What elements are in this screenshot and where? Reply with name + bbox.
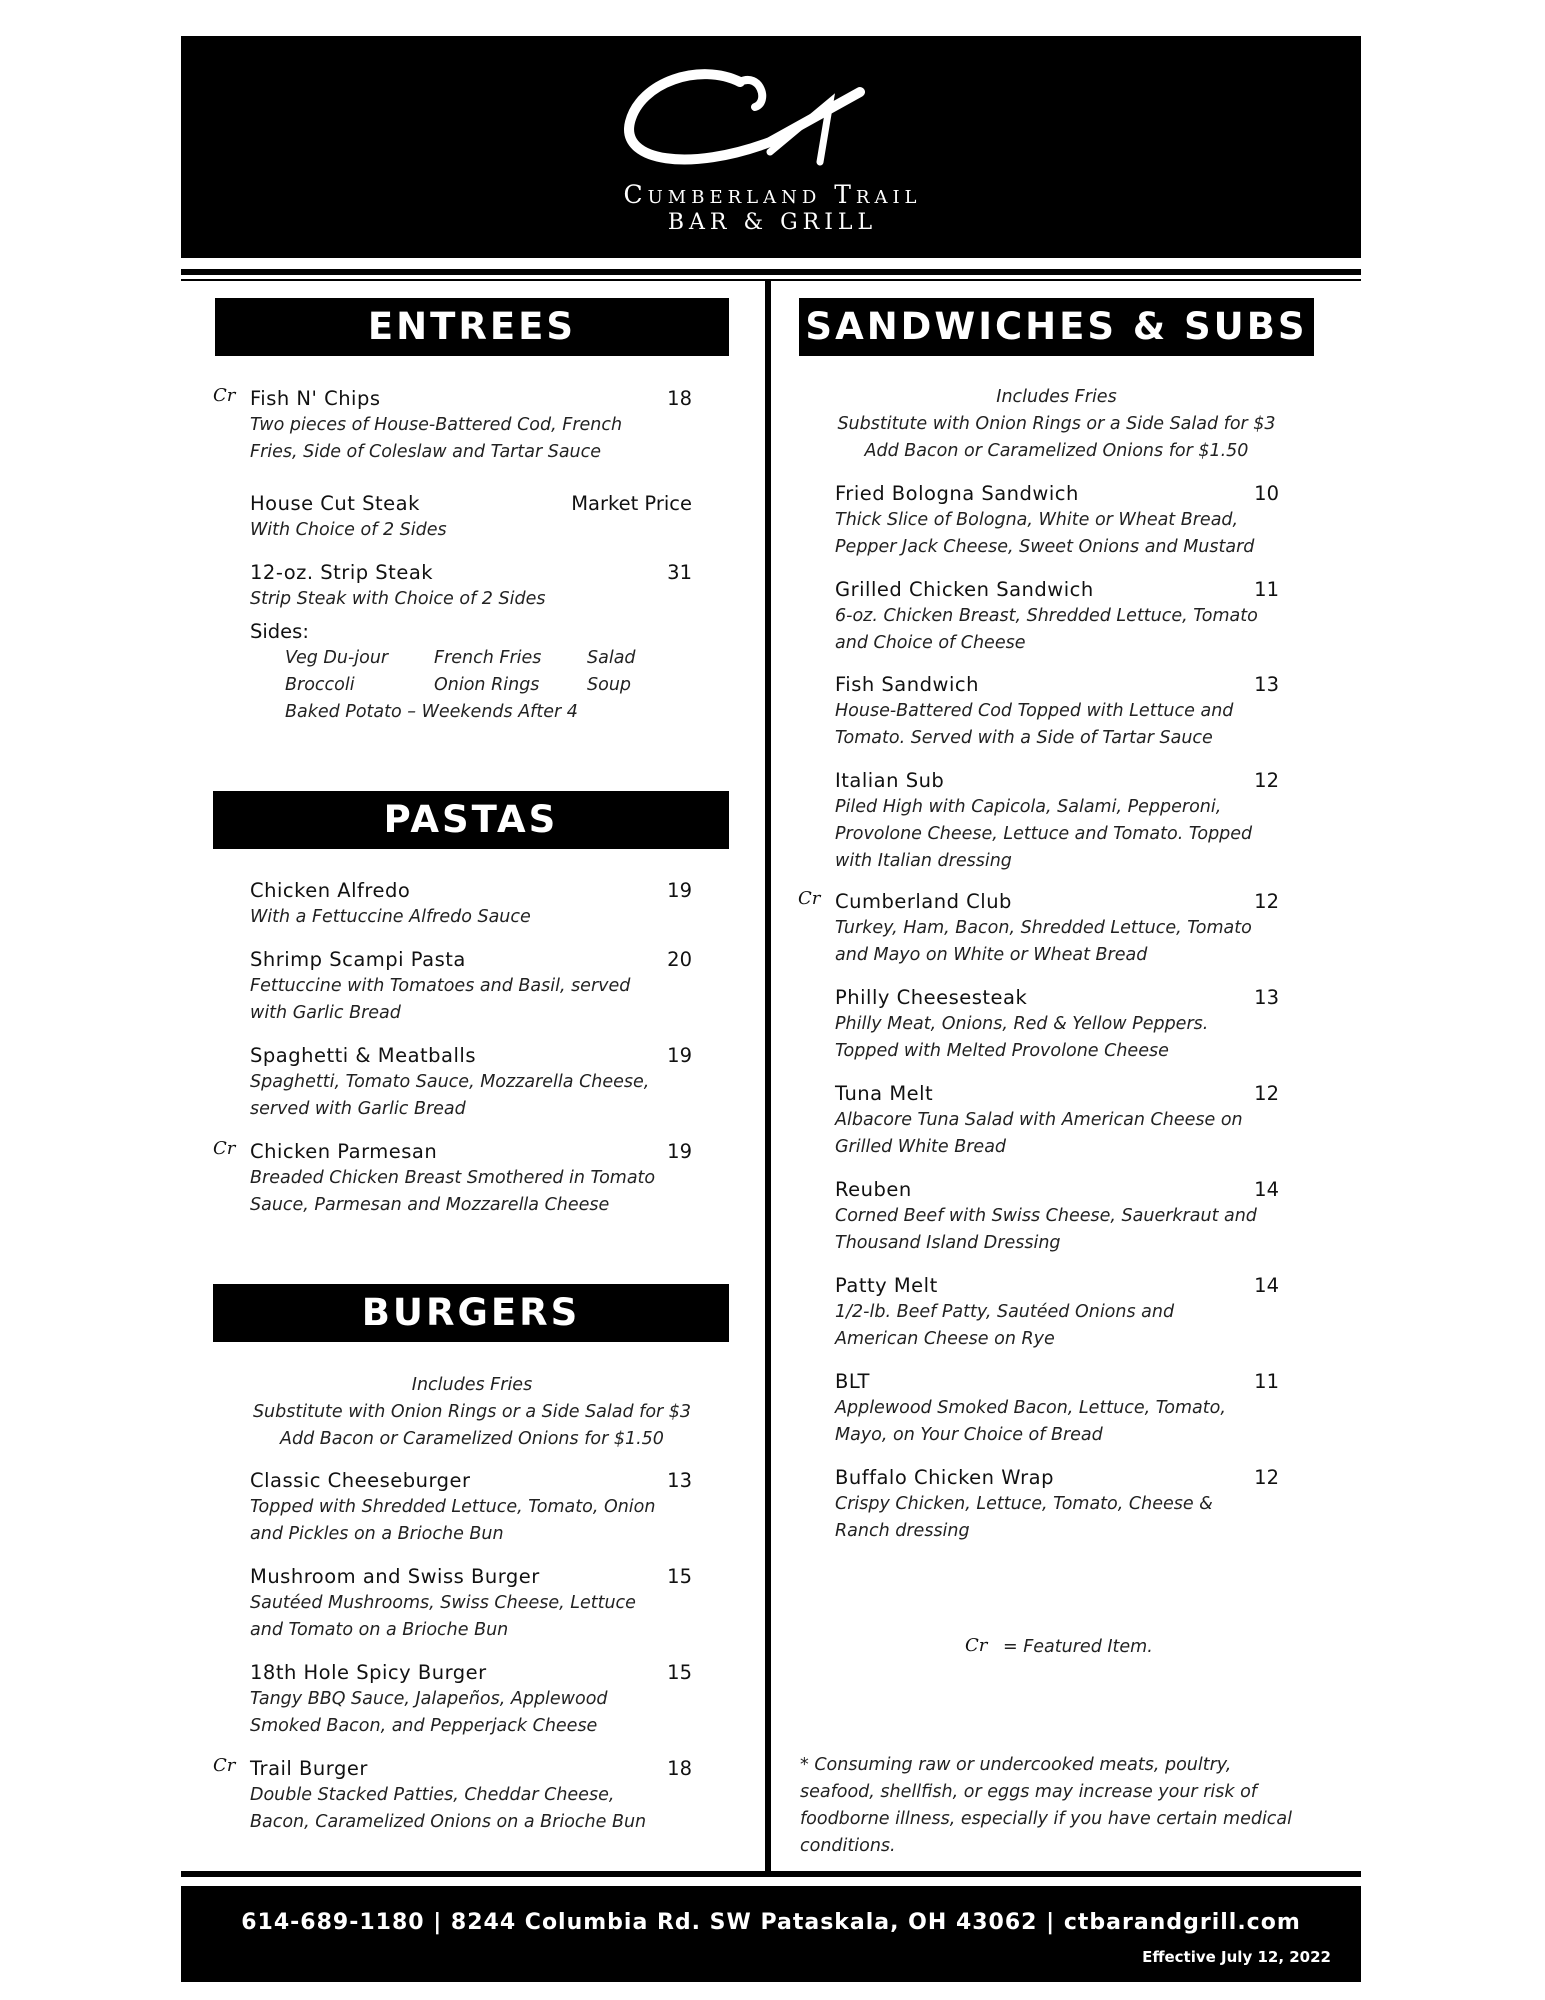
- item-name: Trail Burger: [250, 1757, 368, 1780]
- item-description: Turkey, Ham, Bacon, Shredded Lettuce, Tomato and Mayo on White or Wheat Bread: [835, 918, 1252, 965]
- menu-item: [835, 671, 1279, 752]
- item-name: Shrimp Scampi Pasta: [250, 948, 466, 971]
- item-name: Tuna Melt: [835, 1082, 934, 1105]
- item-name: House Cut Steak: [250, 492, 420, 515]
- item-description: Crispy Chicken, Lettuce, Tomato, Cheese & Ranch dressing: [835, 1494, 1213, 1541]
- item-description: Breaded Chicken Breast Smothered in Tomato Sauce, Parmesan and Mozzarella Cheese: [250, 1168, 656, 1215]
- menu-item: [835, 984, 1279, 1065]
- side-item: Broccoli: [285, 675, 355, 695]
- sides-label: Sides:: [250, 620, 309, 643]
- item-price: 18: [667, 1757, 692, 1780]
- item-name: Cumberland Club: [835, 890, 1012, 913]
- item-description: Fettuccine with Tomatoes and Basil, served with Garlic Bread: [250, 976, 631, 1023]
- item-price: Market Price: [571, 492, 692, 515]
- menu-item: [250, 1755, 692, 1836]
- section-pastas: PASTAS: [213, 791, 729, 849]
- footer-banner: [181, 1886, 1361, 1982]
- item-name: Fish Sandwich: [835, 673, 979, 696]
- menu-item: [250, 1659, 692, 1740]
- section-sandwiches: SANDWICHES & SUBS: [799, 298, 1314, 356]
- side-item: Onion Rings: [434, 675, 540, 695]
- item-description: 6-oz. Chicken Breast, Shredded Lettuce, Tomato and Choice of Cheese: [835, 606, 1258, 653]
- featured-mark-icon: Cr: [965, 1635, 988, 1656]
- menu-item: [250, 1042, 692, 1123]
- side-item: Baked Potato – Weekends After 4: [285, 702, 578, 722]
- item-price: 15: [667, 1565, 692, 1588]
- item-description: With Choice of 2 Sides: [250, 520, 447, 540]
- item-name: Chicken Alfredo: [250, 879, 411, 902]
- item-price: 13: [1254, 986, 1279, 1009]
- side-item: Soup: [587, 675, 632, 695]
- menu-item: [835, 1368, 1279, 1449]
- menu-item: [835, 1464, 1279, 1545]
- item-description: With a Fettuccine Alfredo Sauce: [250, 907, 531, 927]
- featured-mark-icon: Cr: [213, 385, 236, 406]
- item-name: Fish N' Chips: [250, 387, 381, 410]
- side-item: Veg Du-jour: [285, 648, 389, 668]
- item-description: Piled High with Capicola, Salami, Pepperoni, Provolone Cheese, Lettuce and Tomato. Topped with Italian dressing: [835, 797, 1253, 871]
- item-name: Philly Cheesesteak: [835, 986, 1028, 1009]
- item-price: 18: [667, 387, 692, 410]
- item-price: 12: [1254, 769, 1279, 792]
- item-name: Italian Sub: [835, 769, 945, 792]
- menu-item: [835, 576, 1279, 657]
- sandwiches-note: Add Bacon or Caramelized Onions for $1.50: [864, 441, 1249, 461]
- menu-item: [250, 490, 692, 544]
- item-name: Mushroom and Swiss Burger: [250, 1565, 540, 1588]
- menu-item: [250, 559, 692, 613]
- burgers-note: Add Bacon or Caramelized Onions for $1.50: [280, 1429, 664, 1449]
- item-price: 19: [667, 1044, 692, 1067]
- item-description: Corned Beef with Swiss Cheese, Sauerkraut and Thousand Island Dressing: [835, 1206, 1257, 1253]
- item-description: Sautéed Mushrooms, Swiss Cheese, Lettuce and Tomato on a Brioche Bun: [250, 1593, 636, 1640]
- brand-subtitle: BAR & GRILL: [667, 210, 878, 235]
- item-description: Strip Steak with Choice of 2 Sides: [250, 589, 546, 609]
- item-price: 11: [1254, 1370, 1279, 1393]
- item-price: 11: [1254, 578, 1279, 601]
- side-item: French Fries: [434, 648, 542, 668]
- item-name: Buffalo Chicken Wrap: [835, 1466, 1054, 1489]
- divider-bottom: [181, 1871, 1361, 1877]
- item-description: Tangy BBQ Sauce, Jalapeños, Applewood Smoked Bacon, and Pepperjack Cheese: [250, 1689, 608, 1736]
- item-name: 12-oz. Strip Steak: [250, 561, 434, 584]
- menu-item: [835, 888, 1279, 969]
- menu-item: [250, 1138, 692, 1219]
- item-price: 14: [1254, 1178, 1279, 1201]
- item-description: House-Battered Cod Topped with Lettuce and Tomato. Served with a Side of Tartar Sauce: [835, 701, 1234, 748]
- sandwiches-note: Includes Fries: [996, 387, 1117, 407]
- menu-item: [250, 385, 692, 466]
- item-price: 19: [667, 1140, 692, 1163]
- menu-item: [835, 1176, 1279, 1257]
- item-price: 12: [1254, 1466, 1279, 1489]
- item-name: Fried Bologna Sandwich: [835, 482, 1079, 505]
- item-price: 20: [667, 948, 692, 971]
- item-name: BLT: [835, 1370, 870, 1393]
- item-description: Double Stacked Patties, Cheddar Cheese, Bacon, Caramelized Onions on a Brioche Bun: [250, 1785, 647, 1832]
- menu-item: [250, 1467, 692, 1548]
- featured-legend: = Featured Item.: [1003, 1637, 1153, 1657]
- item-price: 12: [1254, 890, 1279, 913]
- item-description: Thick Slice of Bologna, White or Wheat Bread, Pepper Jack Cheese, Sweet Onions and Mustard: [835, 510, 1255, 557]
- section-burgers: BURGERS: [213, 1284, 729, 1342]
- item-name: Classic Cheeseburger: [250, 1469, 471, 1492]
- menu-item: [250, 1563, 692, 1644]
- menu-item: [250, 877, 692, 931]
- item-description: Applewood Smoked Bacon, Lettuce, Tomato, Mayo, on Your Choice of Bread: [835, 1398, 1226, 1445]
- featured-mark-icon: Cr: [213, 1138, 236, 1159]
- item-name: Chicken Parmesan: [250, 1140, 438, 1163]
- section-entrees: ENTREES: [215, 298, 729, 356]
- item-description: Philly Meat, Onions, Red & Yellow Peppers. Topped with Melted Provolone Cheese: [835, 1014, 1209, 1061]
- item-price: 31: [667, 561, 692, 584]
- item-price: 15: [667, 1661, 692, 1684]
- item-name: Patty Melt: [835, 1274, 938, 1297]
- item-price: 10: [1254, 482, 1279, 505]
- side-item: Salad: [587, 648, 636, 668]
- item-description: Spaghetti, Tomato Sauce, Mozzarella Cheese, served with Garlic Bread: [250, 1072, 650, 1119]
- burgers-note: Includes Fries: [411, 1375, 533, 1395]
- item-price: 19: [667, 879, 692, 902]
- item-description: 1/2-lb. Beef Patty, Sautéed Onions and American Cheese on Rye: [835, 1302, 1175, 1349]
- featured-mark-icon: Cr: [213, 1755, 236, 1776]
- item-name: 18th Hole Spicy Burger: [250, 1661, 487, 1684]
- effective-date: Effective July 12, 2022: [1142, 1948, 1331, 1966]
- item-name: Reuben: [835, 1178, 912, 1201]
- divider-top-thin: [181, 279, 1361, 281]
- item-description: Albacore Tuna Salad with American Cheese on Grilled White Bread: [835, 1110, 1243, 1157]
- footer-contact: 614-689-1180 | 8244 Columbia Rd. SW Pataskala, OH 43062 | ctbarandgrill.com: [241, 1910, 1301, 1935]
- featured-mark-icon: Cr: [798, 888, 821, 909]
- divider-top: [181, 269, 1361, 275]
- disclaimer: * Consuming raw or undercooked meats, poultry, seafood, shellfish, or eggs may increase your risk of foodborne illness, especially if you have certain medical conditions.: [800, 1755, 1293, 1856]
- item-price: 12: [1254, 1082, 1279, 1105]
- item-price: 13: [1254, 673, 1279, 696]
- logo-icon: [620, 62, 920, 177]
- item-price: 13: [667, 1469, 692, 1492]
- item-description: Two pieces of House-Battered Cod, French Fries, Side of Coleslaw and Tartar Sauce: [250, 415, 623, 462]
- item-name: Spaghetti & Meatballs: [250, 1044, 476, 1067]
- menu-item: [835, 480, 1279, 561]
- menu-item: [835, 1272, 1279, 1353]
- brand-name: Cumberland Trail: [623, 180, 922, 209]
- burgers-note: Substitute with Onion Rings or a Side Salad for $3: [252, 1402, 692, 1422]
- item-name: Grilled Chicken Sandwich: [835, 578, 1094, 601]
- sandwiches-note: Substitute with Onion Rings or a Side Salad for $3: [837, 414, 1276, 434]
- item-price: 14: [1254, 1274, 1279, 1297]
- menu-item: [250, 946, 692, 1027]
- menu-item: [835, 767, 1279, 875]
- menu-item: [835, 1080, 1279, 1161]
- item-description: Topped with Shredded Lettuce, Tomato, Onion and Pickles on a Brioche Bun: [250, 1497, 656, 1544]
- column-divider: [765, 281, 771, 1871]
